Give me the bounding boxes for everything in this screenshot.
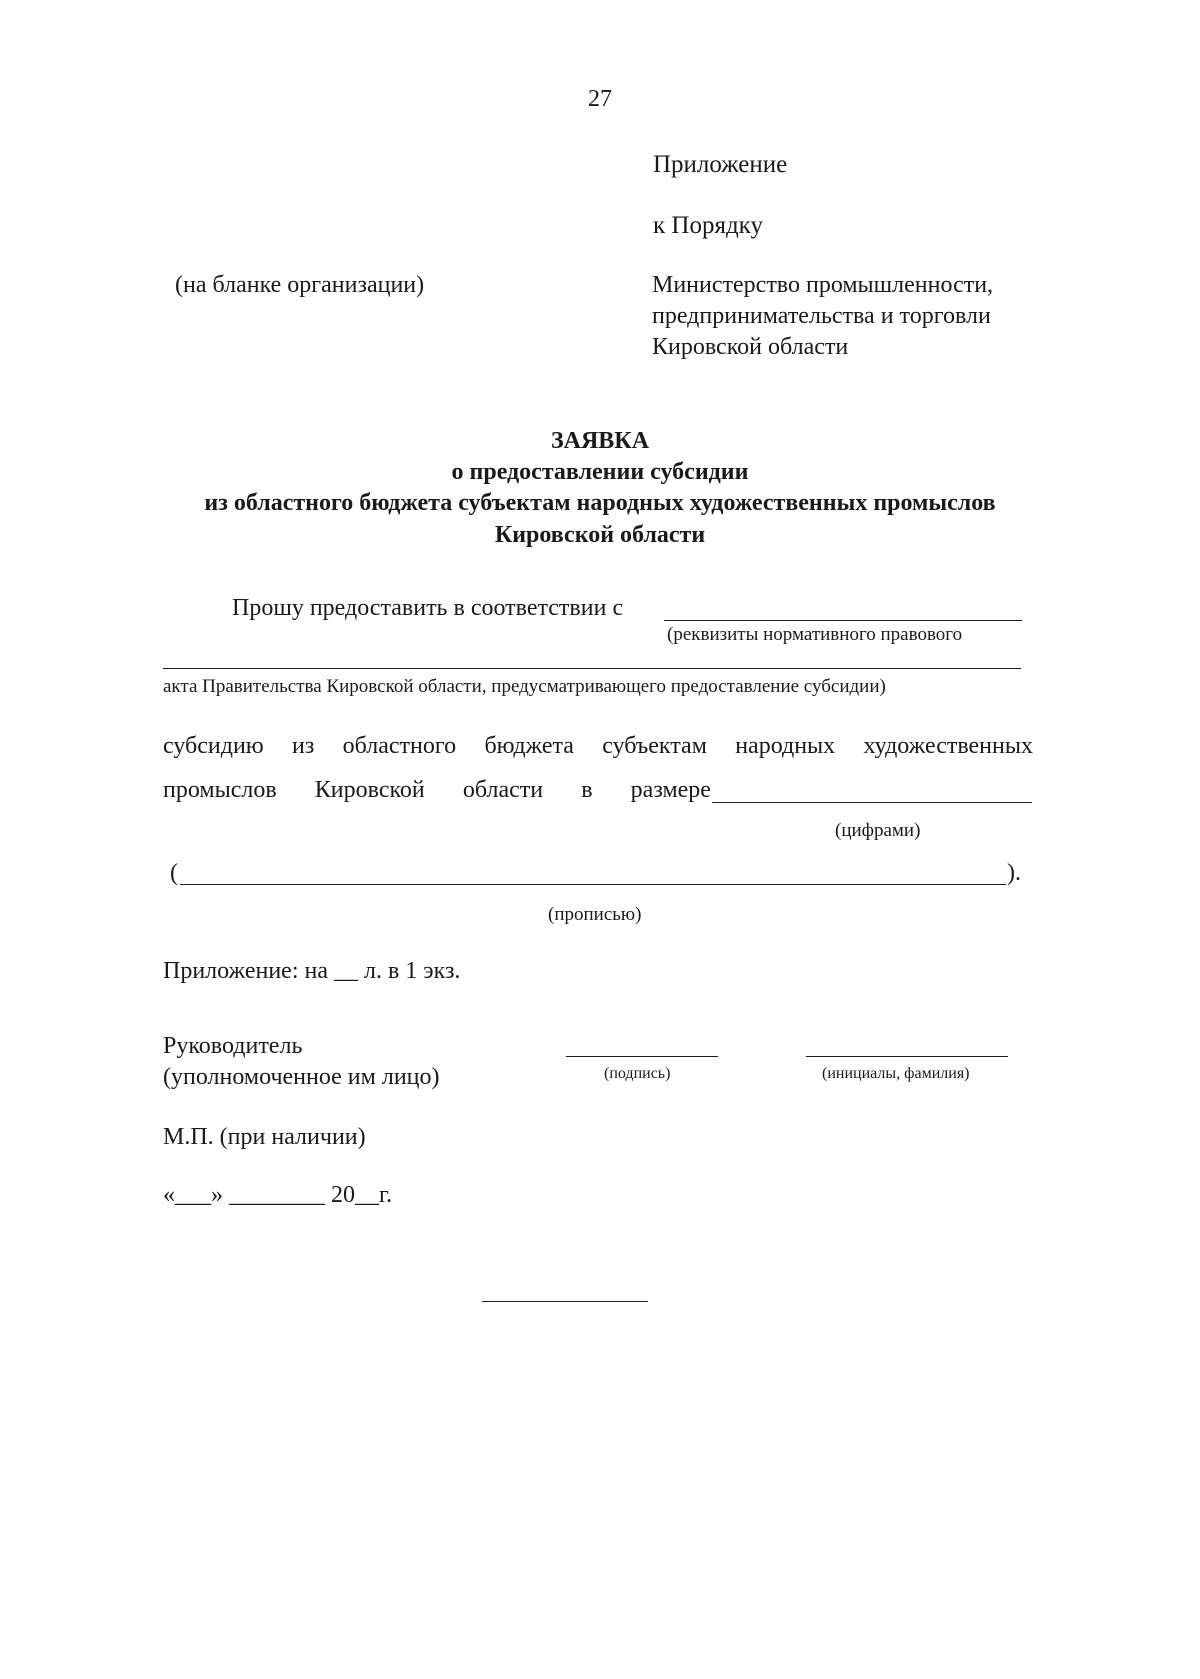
subsidy-line-1: субсидию из областного бюджета субъектам народных художественных	[163, 733, 1033, 759]
appendix-line-1: Приложение	[653, 151, 788, 178]
amount-words-blank[interactable]	[180, 884, 1006, 885]
date-month-blank[interactable]: ________	[229, 1182, 325, 1208]
name-blank[interactable]	[806, 1056, 1008, 1057]
date-year-prefix: 20	[331, 1182, 355, 1208]
act-hint-1: (реквизиты нормативного правового	[667, 624, 963, 645]
attachment-line	[163, 956, 460, 987]
letterhead-note: (на бланке организации)	[175, 272, 425, 298]
title-line-2: о предоставлении субсидии	[451, 459, 749, 486]
act-requisites-blank[interactable]	[664, 620, 1022, 621]
subsidy-line-2	[163, 775, 711, 806]
stamp-note: М.П. (при наличии)	[163, 1124, 366, 1150]
date-open-quote: «	[163, 1182, 175, 1208]
addressee-line-3: Кировской области	[652, 334, 849, 360]
page-number: 27	[588, 86, 612, 112]
document-title	[100, 426, 1100, 551]
words-close-paren: ).	[1007, 860, 1021, 886]
date-year-blank[interactable]: __	[355, 1182, 379, 1208]
title-line-1: ЗАЯВКА	[550, 428, 650, 454]
date-close-quote: »	[211, 1182, 223, 1208]
word-razmere: размере	[630, 777, 711, 803]
amount-digits-blank[interactable]	[712, 802, 1032, 803]
title-line-4: Кировской области	[494, 521, 706, 548]
attachment-prefix: Приложение: на	[163, 958, 328, 984]
act-requisites-blank-2[interactable]	[163, 668, 1021, 669]
words-open-paren: (	[170, 860, 178, 886]
word-promyslov: промыслов	[163, 777, 277, 803]
digits-hint: (цифрами)	[835, 820, 921, 841]
signer-role-1: Руководитель	[163, 1033, 303, 1059]
word-v: в	[581, 777, 593, 803]
date-day-blank[interactable]: ___	[175, 1182, 211, 1208]
appendix-line-2: к Порядку	[653, 212, 763, 239]
word-oblasti: области	[462, 777, 544, 803]
attachment-pages-blank[interactable]: __	[333, 958, 358, 984]
addressee-line-1: Министерство промышленности,	[652, 272, 994, 298]
name-hint: (инициалы, фамилия)	[822, 1065, 970, 1082]
act-hint-2: акта Правительства Кировской области, предусматривающего предоставление субсидии)	[163, 676, 886, 697]
end-separator-line	[482, 1301, 648, 1302]
request-text: Прошу предоставить в соответствии с	[232, 595, 624, 621]
date-year-suffix: г.	[379, 1182, 393, 1208]
addressee-line-2: предпринимательства и торговли	[652, 303, 991, 329]
date-line	[163, 1180, 392, 1211]
title-line-3: из областного бюджета субъектам народных художественных промыслов	[204, 490, 996, 517]
signature-blank[interactable]	[566, 1056, 718, 1057]
signer-role-2: (уполномоченное им лицо)	[163, 1064, 440, 1090]
attachment-suffix: л. в 1 экз.	[363, 958, 461, 984]
word-kirovskoy: Кировской	[314, 777, 425, 803]
signature-hint: (подпись)	[604, 1065, 671, 1082]
words-hint: (прописью)	[548, 904, 642, 925]
